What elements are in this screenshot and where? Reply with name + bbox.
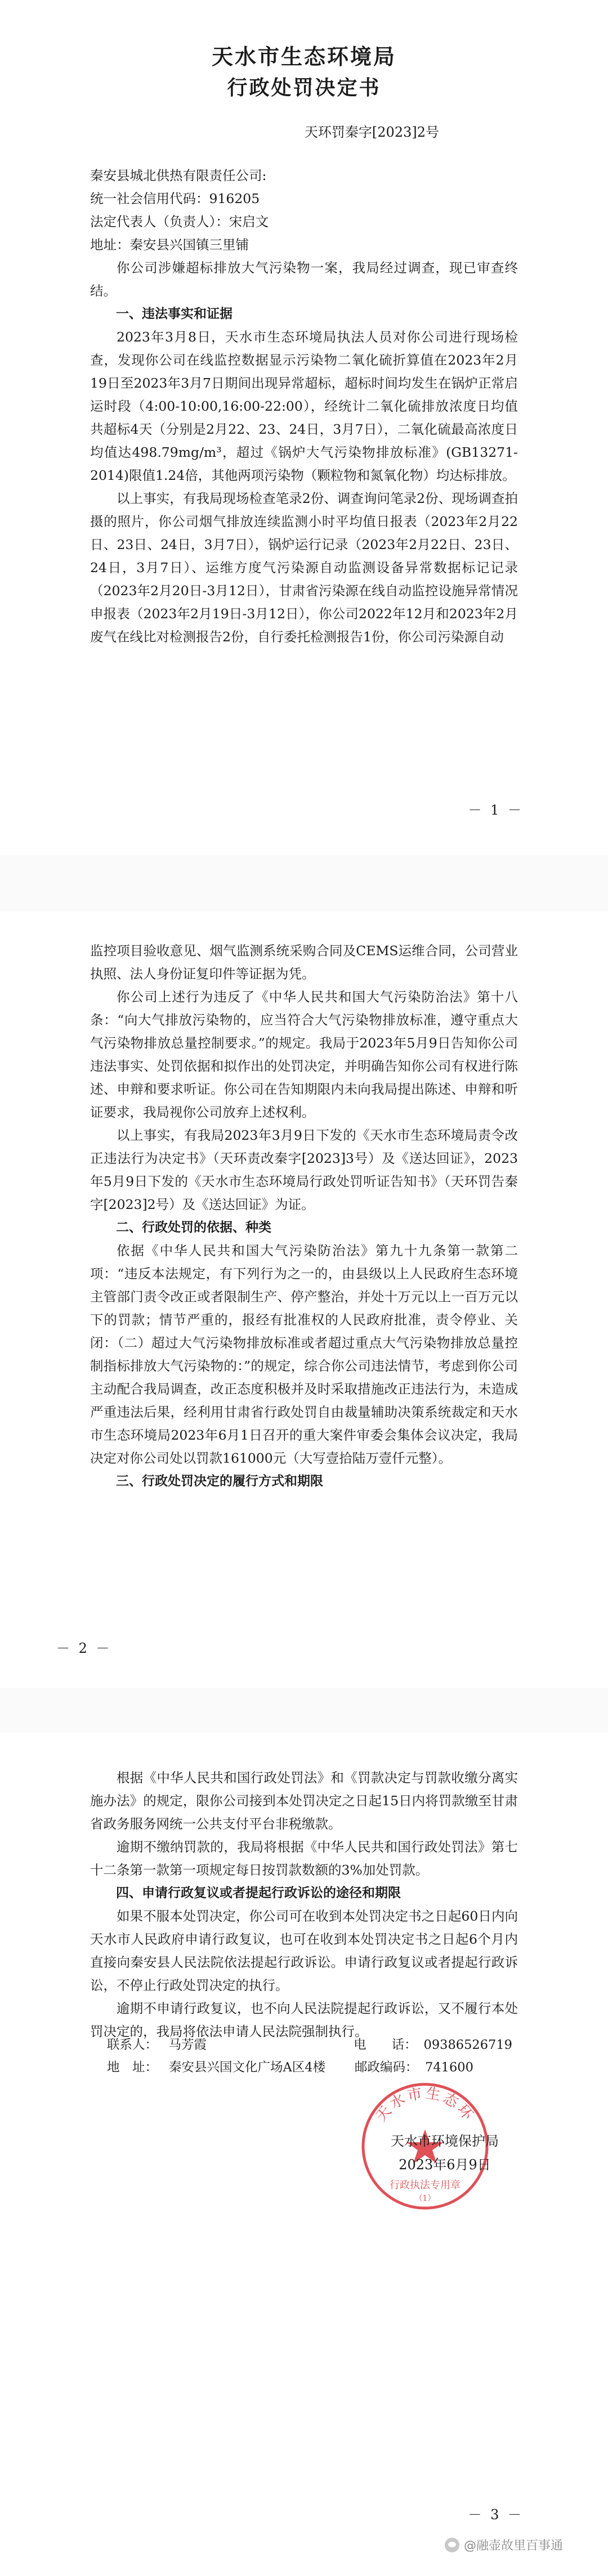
section-1-para-1: 2023年3月8日，天水市生态环境局执法人员对你公司进行现场检查，发现你公司在线监控数据显示污染物二氧化硫折算值在2023年2月19日至2023年3月7日期间出现异常超标，超标时间均发生在锅炉正常启运时段（4:00-10:00,16:00-22:00），经统计二氧化硫排放浓度日均值共超标4天（分别是2月22、23、24日，3月7日），二氧化硫最高浓度日均值达498.79mg/m³，超过《锅炉大气污染物排放标准》(GB13271-2014)限值1.24倍，其他两项污染物（颗粒物和氮氧化物）均达标排放。: [90, 329, 518, 483]
postcode: 741600: [425, 2060, 473, 2075]
section-4-heading: 四、申请行政复议或者提起行政诉讼的途径和期限: [116, 1886, 401, 1900]
appeal-paragraph: 如果不服本处罚决定，你公司可在收到本处罚决定书之日起60日内向天水市人民政府申请行政复议，也可在收到本处罚决定书之日起6个月内直接向秦安县人民法院依法提起行政诉讼。申请行政复议或者提起行政诉讼，不停止行政处罚决定的执行。: [90, 1908, 518, 1993]
page-number-2: － 2 －: [56, 1640, 112, 1656]
intro-paragraph: 你公司涉嫌超标排放大气污染物一案，我局经过调查，现已审查终结。: [90, 260, 518, 299]
signing-date: 2023年6月9日: [399, 2157, 491, 2173]
company-address: 地址：秦安县兴国镇三里铺: [90, 237, 249, 253]
signature-block: [360, 2129, 529, 2177]
page-number-1: － 1 －: [468, 802, 524, 818]
phone-number: 09386526719: [423, 2038, 512, 2052]
page-2: [0, 911, 608, 1688]
page-gap: [0, 1688, 608, 1733]
agency-title: 天水市生态环境局: [211, 44, 396, 69]
signing-agency: 天水市环境保护局: [391, 2133, 499, 2149]
phone-label: 电 话：: [354, 2038, 417, 2052]
page-1-body: [90, 164, 518, 649]
credit-code: 统一社会信用代码：916205: [90, 191, 260, 206]
payment-paragraph: 根据《中华人民共和国行政处罚法》和《罚款决定与罚款收缴分离实施办法》的规定，限你公司接到本处罚决定之日起15日内将罚款缴至甘肃省政务服务网统一公共支付平台非税缴款。: [90, 1770, 518, 1832]
page-gap: [0, 855, 608, 911]
documents-paragraph: 以上事实，有我局2023年3月9日下发的《天水市生态环境局责令改正违法行为决定书》（天环责改秦字[2023]3号）及《送达回证》，2023年5月9日下发的《天水市生态环境局行政处罚听证告知书》（天环罚告秦字[2023]2号）及《送达回证》为证。: [90, 1127, 518, 1212]
legal-representative: 法定代表人（负责人）：宋启文: [90, 214, 269, 230]
section-1-para-2: 以上事实，有我局现场检查笔录2份、调查询问笔录2份、现场调查拍摄的照片，你公司烟气排放连续监测小时平均值日报表（2023年2月22日、23日、24日，3月7日），锅炉运行记录（2023年2月22日、23日、24日，3月7日）、运维方度气污染源自动监测设备异常数据标记记录（2023年2月20日-3月12日），甘肃省污染源在线自动监控设施异常情况申报表（2023年2月19日-3月12日），你公司2022年12月和2023年2月废气在线比对检测报告2份，自行委托检测报告1份，你公司污染源自动: [90, 491, 518, 645]
page-2-body: [90, 939, 518, 1493]
wechat-icon: [445, 2538, 459, 2552]
section-3-heading: 三、行政处罚决定的履行方式和期限: [116, 1474, 323, 1489]
postcode-label: 邮政编码：: [355, 2060, 418, 2075]
svg-text:天水市生态环: [373, 2085, 477, 2125]
contact-name: 马芳霞: [168, 2038, 207, 2052]
page-1: [0, 0, 608, 855]
seal-number: （1）: [414, 2194, 436, 2203]
evidence-continued: 监控项目验收意见、烟气监测系统采购合同及CEMS运维合同，公司营业执照、法人身份证复印件等证据为凭。: [90, 943, 518, 982]
section-1-heading: 一、违法事实和证据: [116, 307, 233, 321]
office-address: 秦安县兴国文化广场A区4楼: [169, 2060, 326, 2075]
contact-label: 联系人：: [107, 2038, 158, 2052]
page-3: [0, 1733, 608, 2576]
document-number: 天环罚秦字[2023]2号: [304, 124, 439, 140]
section-2-heading: 二、行政处罚的依据、种类: [116, 1220, 271, 1235]
seal-top-text: 天水市生态环: [372, 2085, 478, 2125]
seal-bottom-text: 行政执法专用章: [390, 2179, 461, 2191]
document-type-title: 行政处罚决定书: [227, 76, 381, 100]
violation-paragraph: 你公司上述行为违反了《中华人民共和国大气污染防治法》第十八条：“向大气排放污染物的，应当符合大气污染物排放标准，遵守重点大气污染物排放总量控制要求。”的规定。我局于2023年5月9日告知你公司违法事实、处罚依据和拟作出的处罚决定，并明确告知你公司有权进行陈述、申辩和要求听证。你公司在告知期限内未向我局提出陈述、申辩和听证要求，我局视你公司放弃上述权利。: [90, 989, 518, 1120]
late-fee-paragraph: 逾期不缴纳罚款的，我局将根据《中华人民共和国行政处罚法》第七十二条第一款第一项规定每日按罚款数额的3%加处罚款。: [90, 1839, 518, 1878]
enforcement-paragraph: 逾期不申请行政复议，也不向人民法院提起行政诉讼，又不履行本处罚决定的，我局将依法申请人民法院强制执行。: [90, 2000, 518, 2039]
watermark: [445, 2536, 563, 2553]
contact-info: [107, 2034, 512, 2079]
address-label: 地 址：: [107, 2060, 158, 2075]
page-3-body: [90, 1766, 518, 2043]
company-name: 秦安县城北供热有限责任公司:: [90, 168, 267, 183]
penalty-basis-paragraph: 依据《中华人民共和国大气污染防治法》第九十九条第一款第二项：“违反本法规定，有下列行为之一的，由县级以上人民政府生态环境主管部门责令改正或者限制生产、停产整治，并处十万元以上一百万元以下的罚款；情节严重的，报经有批准权的人民政府批准，责令停业、关闭：（二）超过大气污染物排放标准或者超过重点大气污染物排放总量控制指标排放大气污染物的：”的规定，综合你公司违法情节，考虑到你公司主动配合我局调查，改正态度积极并及时采取措施改正违法行为，未造成严重违法后果，经利用甘肃省行政处罚自由裁量辅助决策系统裁定和天水市生态环境局2023年6月1日召开的重大案件审委会集体会议决定，我局决定对你公司处以罚款161000元（大写壹拾陆万壹仟元整）。: [90, 1243, 518, 1466]
page-number-3: － 3 －: [468, 2507, 524, 2523]
watermark-text: @融壶故里百事通: [463, 2539, 563, 2553]
